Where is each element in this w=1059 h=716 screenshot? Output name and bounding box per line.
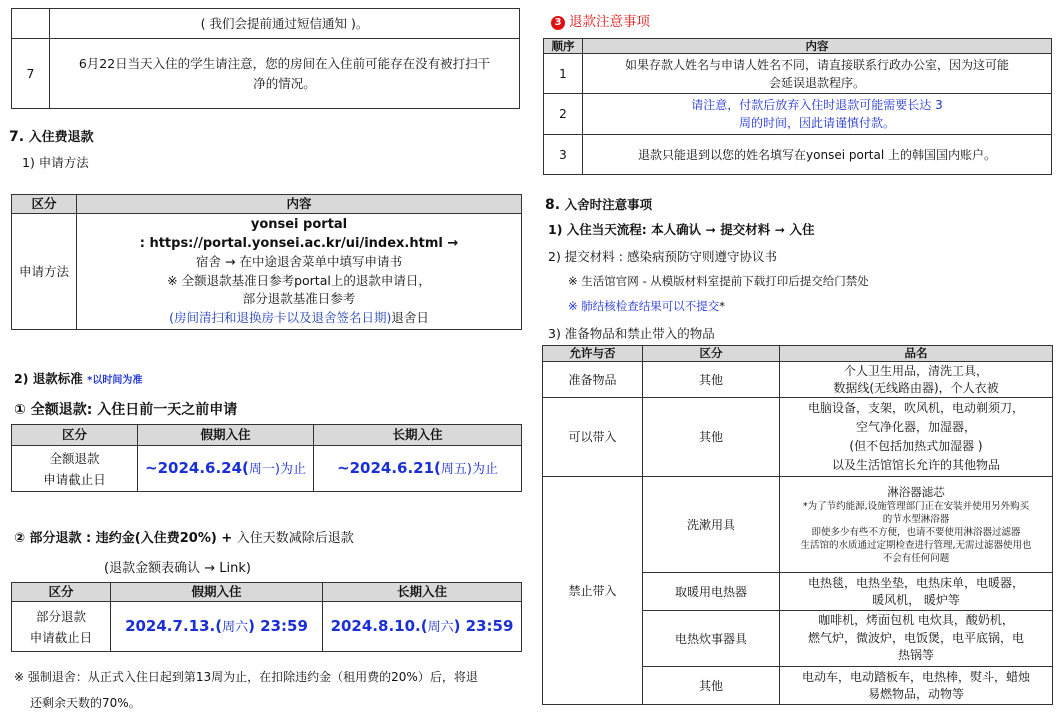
col-header-permission: 允许与否	[543, 346, 643, 362]
partial-refund-basis: 部分退款基准日参考	[242, 291, 356, 306]
portal-url[interactable]: : https://portal.yonsei.ac.kr/ui/index.html →	[139, 235, 459, 251]
weekday-part: 周六	[222, 619, 249, 635]
item-line: 淋浴器滤芯	[887, 484, 945, 499]
row-text-line1: 6月22日当天入住的学生请注意，您的房间在入住前可能存在没有被打扫干	[78, 55, 491, 71]
col-header-longterm: 长期入住	[314, 425, 522, 446]
item-line: 电热毯，电热坐垫，电热床单，电暖器，	[807, 575, 1024, 590]
time-part: ) 23:59	[248, 616, 308, 635]
refund-note-line: 周的时间，因此请谨慎付款。	[738, 116, 895, 130]
full-refund-row-label1: 全额退款	[49, 450, 100, 466]
col-header-content: 内容	[583, 39, 1052, 54]
portal-name: yonsei portal	[250, 217, 348, 232]
tb-test-mark: *	[719, 299, 726, 313]
top-table	[11, 8, 520, 109]
suffix-part: )为止	[466, 461, 498, 477]
full-refund-table	[11, 424, 522, 492]
col-header-category: 区分	[12, 583, 111, 602]
allowed-items-category: 其他	[643, 398, 780, 477]
item-line: 咖啡机，烤面包机 电炊具，酸奶机，	[818, 613, 1014, 628]
other-category: 其他	[643, 667, 780, 705]
items-heading: 3) 准备物品和禁止带入的物品	[548, 326, 715, 341]
col-header-category: 区分	[12, 195, 77, 214]
item-line: 暖风机， 暖炉等	[872, 592, 960, 607]
prepare-items-category: 其他	[643, 362, 780, 398]
cooker-list	[780, 611, 1053, 667]
partial-refund-vacation-deadline	[111, 602, 323, 652]
col-header-content: 内容	[77, 195, 522, 214]
refund-note-text: 退款只能退到以您的姓名填写在yonsei portal 上的韩国国内账户。	[583, 135, 1052, 175]
allowed-items-list	[780, 398, 1053, 477]
prepare-items-list	[780, 362, 1053, 398]
col-header-vacation: 假期入住	[138, 425, 314, 446]
checkout-date-note	[77, 309, 521, 328]
tb-test-note	[568, 298, 725, 314]
date-part: ~2024.6.24(	[145, 458, 249, 477]
refund-note-number: 2	[544, 94, 583, 135]
item-note: 的节水型淋浴器	[882, 513, 950, 525]
checkin-process: 1) 入住当天流程: 本人确认 ➞ 提交材料 ➞ 入住	[548, 222, 815, 237]
item-line: 电动车，电动踏板车，电热棒，熨斗，蜡烛	[801, 669, 1030, 684]
full-refund-longterm-deadline	[314, 446, 522, 492]
refund-note-text	[583, 54, 1052, 94]
full-refund-vacation-deadline	[138, 446, 314, 492]
full-refund-label: ① 全额退款:	[14, 402, 98, 418]
heater-category: 取暖用电热器	[643, 573, 780, 611]
section8-title: 入舍时注意事项	[564, 197, 653, 212]
tb-test-text: ※ 肺结核检查结果可以不提交	[568, 299, 720, 313]
date-part: ~2024.6.21(	[337, 458, 441, 477]
top-table-notice: ( 我们会提前通过短信通知 )。	[50, 9, 520, 39]
section8-number: 8.	[545, 197, 561, 213]
top-table-blank	[12, 9, 50, 39]
section7-number: 7.	[9, 129, 25, 145]
item-note: *为了节约能源,设施管理部门正在安装并使用另外购买	[802, 500, 1030, 512]
item-note: 不会有任何问题	[882, 552, 950, 564]
time-part: ) 23:59	[453, 616, 514, 635]
partial-refund-row-label	[12, 602, 111, 652]
prepare-items-label: 准备物品	[543, 362, 643, 398]
forced-checkout-line2: 还剩余天数的70%。	[30, 696, 141, 710]
toiletries-category: 洗漱用具	[643, 477, 780, 573]
apply-method-table	[11, 194, 522, 330]
weekday-part: 周六	[427, 619, 454, 635]
forbidden-items-label: 禁止带入	[543, 477, 643, 705]
item-line: (但不包括加热式加湿器 )	[849, 439, 983, 453]
submit-materials-note: ※ 生活馆官网 - 从模版材料室提前下载打印后提交给门禁处	[568, 274, 869, 288]
item-line: 以及生活馆馆长允许的其他物品	[831, 458, 1000, 472]
items-table	[542, 345, 1053, 705]
full-refund-heading	[14, 399, 237, 419]
item-line: 燃气炉，微波炉，电饭煲，电平底锅，电	[807, 630, 1024, 645]
refund-note-number: 3	[544, 135, 583, 175]
apply-step: 宿舍 → 在中途退舍菜单中填写申请书	[196, 254, 402, 269]
col-header-longterm: 长期入住	[323, 583, 522, 602]
item-line: 数据线(无线路由器)，个人衣被	[833, 380, 999, 395]
forced-checkout-line1: ※ 强制退舍：从正式入住日起到第13周为止，在扣除违约金（租用费的20%）后，将退	[14, 670, 478, 684]
refund-note-text	[583, 94, 1052, 135]
partial-refund-label: ② 部分退款 :	[14, 531, 96, 546]
item-note: 生活馆的水质通过定期检查进行管理,无需过滤器使用也	[800, 539, 1032, 551]
item-line: 热锅等	[897, 648, 934, 663]
item-line: 电脑设备，支架，吹风机，电动剃须刀，	[807, 401, 1024, 415]
partial-refund-table	[11, 582, 522, 652]
item-line: 空气净化器，加湿器，	[855, 420, 976, 434]
col-header-category: 区分	[643, 346, 780, 362]
date-part: 2024.8.10.(	[330, 616, 428, 635]
refund-notes-heading	[551, 10, 650, 30]
partial-refund-penalty: 违约金(入住费20%) +	[95, 531, 237, 546]
allowed-items-label: 可以带入	[543, 398, 643, 477]
item-line: 易燃物品，动物等	[867, 686, 964, 701]
refund-note-line: 会延误退款程序。	[768, 75, 865, 90]
section8-heading	[545, 195, 652, 213]
partial-refund-rule: 入住天数减除后退款	[236, 531, 354, 546]
full-refund-row-label	[12, 446, 138, 492]
refund-table-link[interactable]: (退款金额表确认 → Link)	[104, 561, 251, 576]
full-refund-basis: ※ 全额退款基准日参考portal上的退款申请日，	[167, 272, 431, 288]
checkout-date-word: 退舍日	[391, 309, 429, 325]
full-refund-rule: 入住日前一天之前申请	[97, 402, 238, 418]
toiletries-list	[780, 477, 1053, 573]
date-part: 2024.7.13.(	[125, 616, 223, 635]
item-line: 个人卫生用品，清洗工具，	[843, 363, 988, 378]
submit-materials: 2) 提交材料 : 感染病预防守则遵守协议书	[548, 249, 777, 264]
circled-number-icon: 3	[551, 16, 565, 30]
row-text	[50, 39, 520, 109]
refund-notes-table	[543, 38, 1052, 175]
refund-notes-title: 退款注意事项	[569, 14, 650, 30]
row-number: 7	[12, 39, 50, 109]
apply-method-heading: 1) 申请方法	[22, 155, 89, 170]
heater-list	[780, 573, 1053, 611]
weekday-part: 周一	[248, 461, 275, 477]
row-text-line2: 净的情况。	[253, 75, 316, 91]
col-header-item-name: 品名	[780, 346, 1053, 362]
refund-note-line: 如果存款人姓名与申请人姓名不同，请直接联系行政办公室，因为这可能	[624, 57, 1009, 72]
col-header-category: 区分	[12, 425, 138, 446]
partial-refund-row-label2: 申请截止日	[29, 629, 93, 645]
refund-note-number: 1	[544, 54, 583, 94]
apply-method-label: 申请方法	[12, 214, 77, 330]
apply-method-content	[77, 214, 522, 330]
forced-checkout-note	[14, 664, 524, 716]
section7-heading	[9, 126, 94, 145]
checkout-date-detail: (房间清扫和退换房卡以及退舍签名日期)	[169, 309, 392, 325]
refund-standard-note: *以时间为准	[87, 375, 143, 386]
full-refund-row-label2: 申请截止日	[43, 471, 106, 487]
section7-title: 入住费退款	[28, 130, 94, 145]
other-list	[780, 667, 1053, 705]
col-header-order: 顺序	[544, 39, 583, 54]
refund-note-line: 请注意，付款后放弃入住时退款可能需要长达 3	[691, 98, 943, 112]
item-note: 即使多少有些不方便，也请不要使用淋浴器过滤器	[811, 526, 1021, 538]
partial-refund-row-label1: 部分退款	[35, 608, 86, 624]
refund-standard-title: 2) 退款标准	[14, 371, 83, 386]
cooker-category: 电热炊事器具	[643, 611, 780, 667]
suffix-part: )为止	[274, 461, 306, 477]
refund-standard-heading	[14, 369, 142, 387]
weekday-part: 周五	[440, 461, 467, 477]
partial-refund-longterm-deadline	[323, 602, 522, 652]
col-header-vacation: 假期入住	[111, 583, 323, 602]
partial-refund-heading	[14, 527, 354, 546]
